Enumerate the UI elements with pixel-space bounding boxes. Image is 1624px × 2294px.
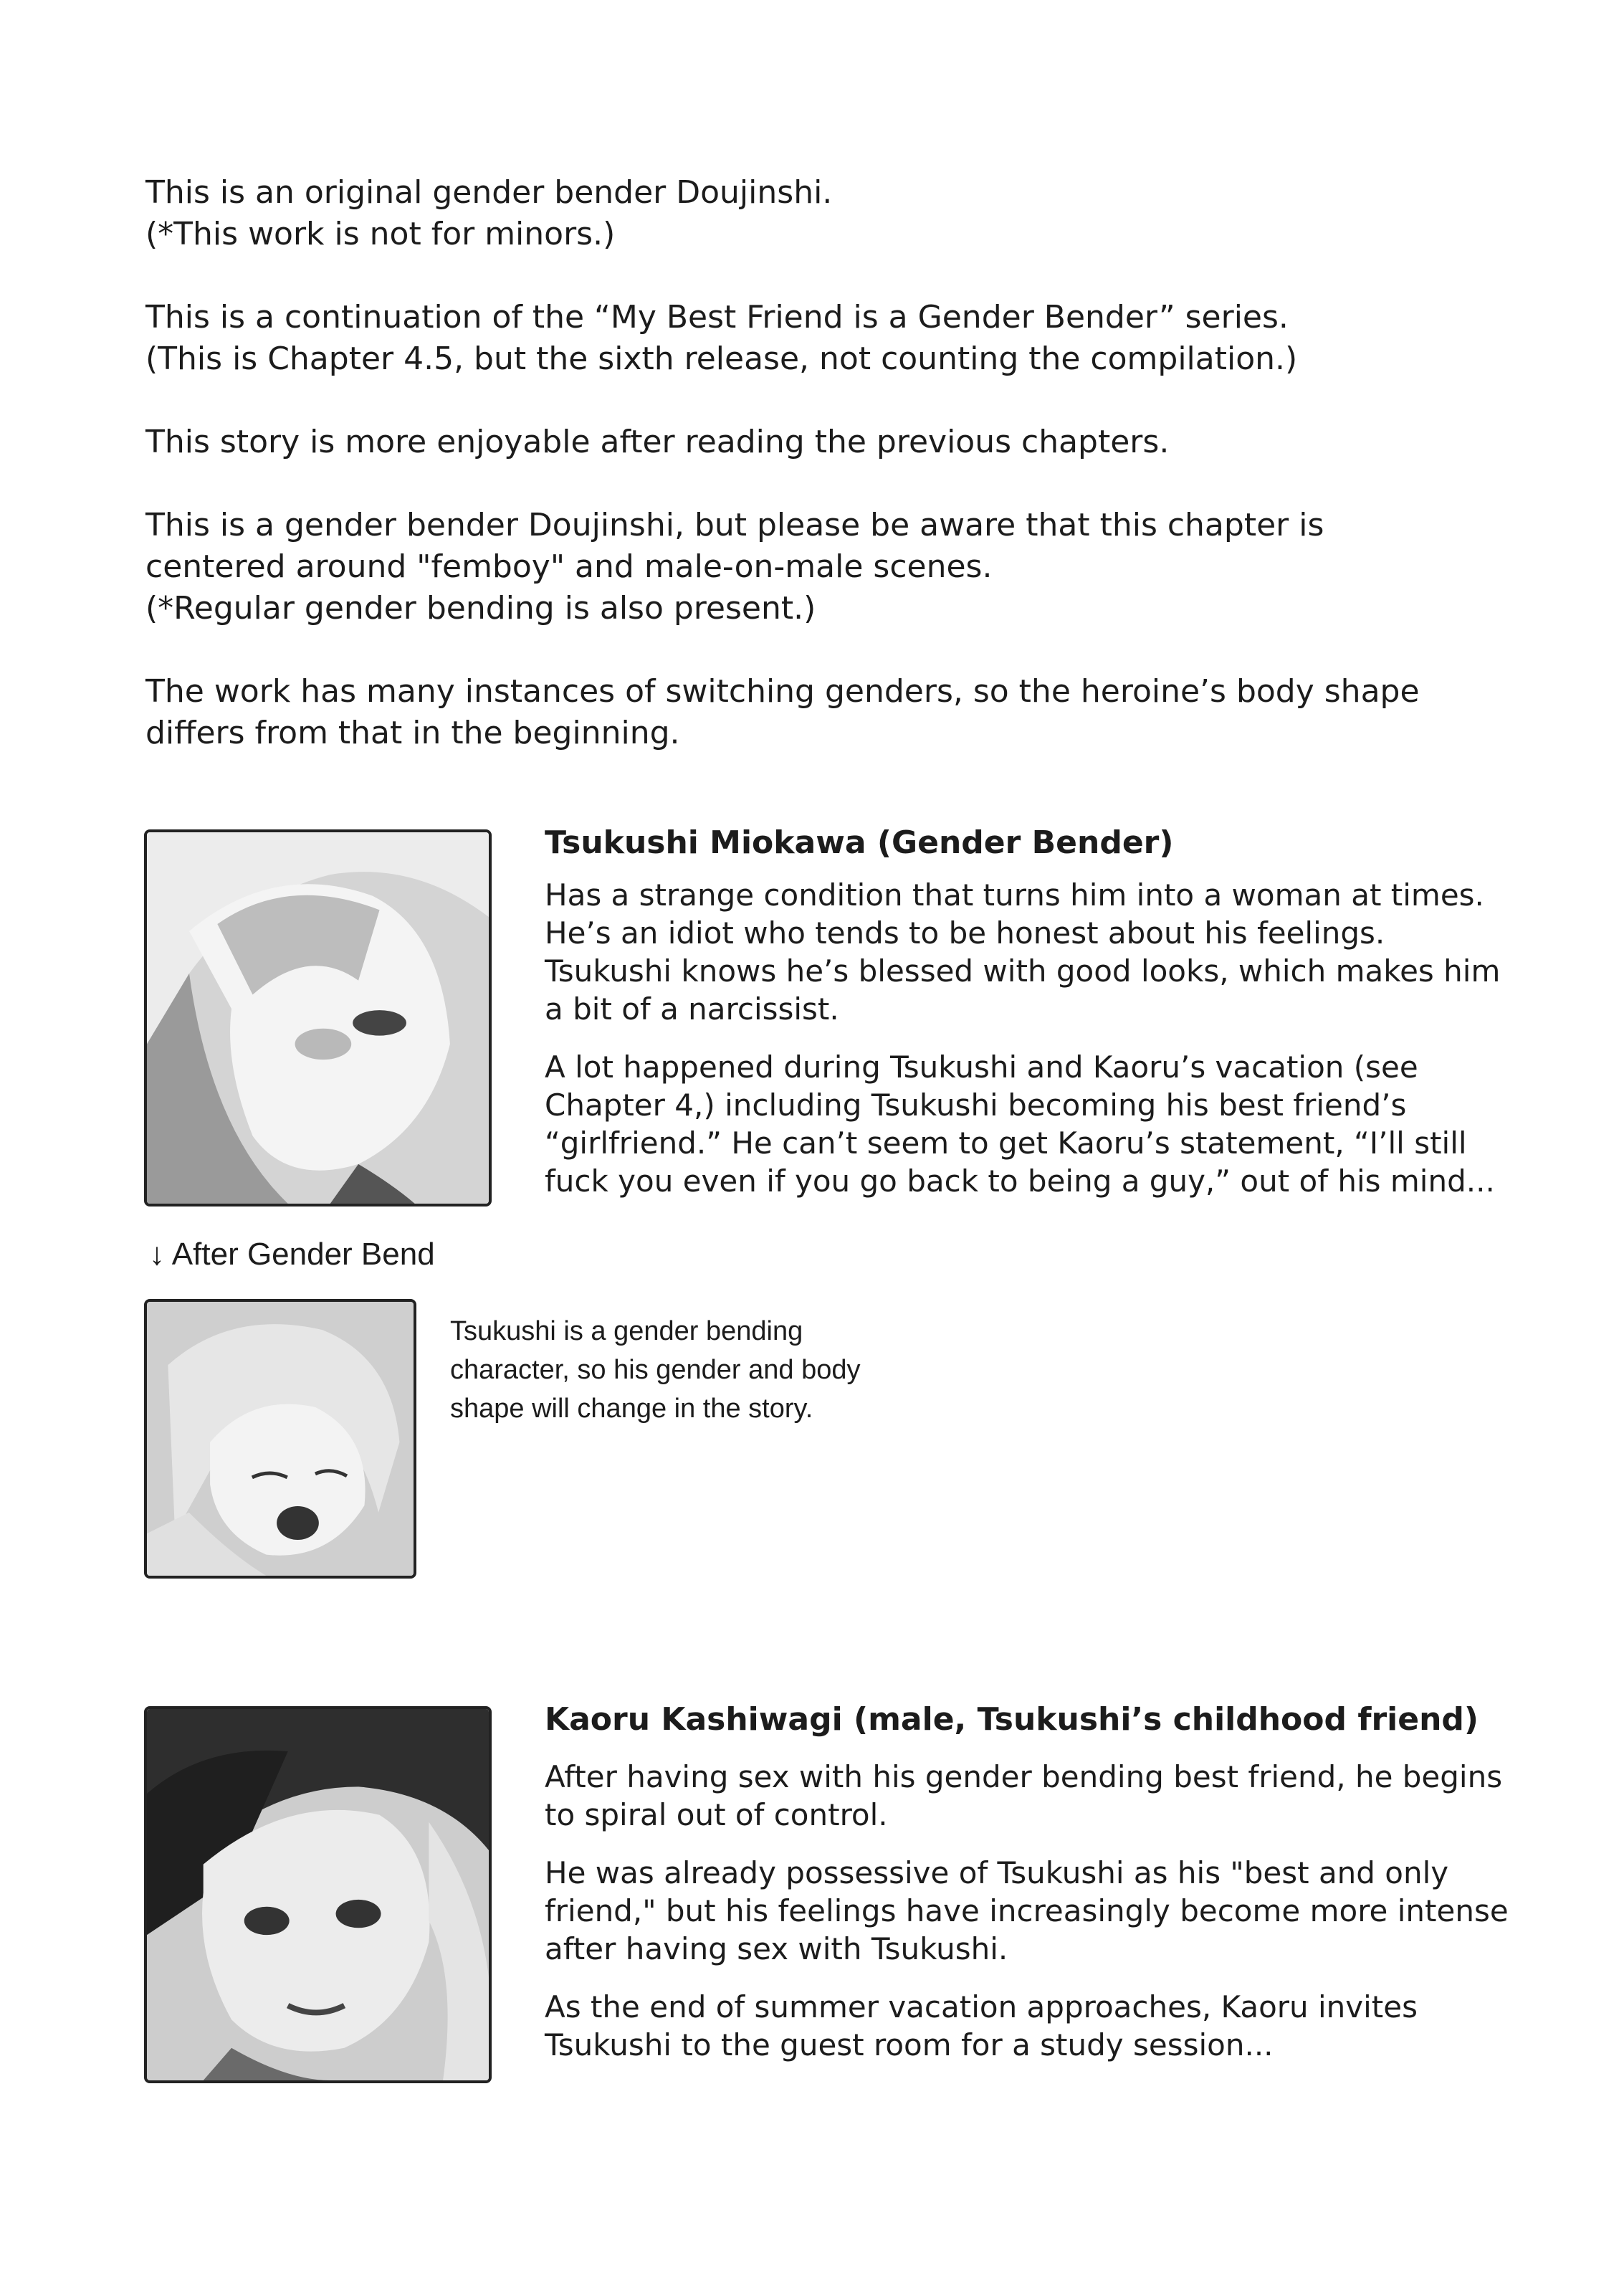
kaoru-portrait xyxy=(144,1706,492,2083)
intro-notes xyxy=(145,172,1507,796)
intro-paragraph: This story is more enjoyable after reading the previous chapters. xyxy=(145,424,1170,460)
after-bend-note: Tsukushi is a gender bending character, so his gender and body shape will change in the story. xyxy=(450,1316,861,1424)
intro-paragraph: This is a continuation of the “My Best Friend is a Gender Bender” series. (This is Chapter 4.5, but the sixth release, not counting the compilation.) xyxy=(145,299,1298,377)
description-paragraph: After having sex with his gender bending best friend, he begins to spiral out of control. xyxy=(545,1759,1503,1832)
after-bend-portrait xyxy=(144,1299,416,1579)
description-paragraph: As the end of summer vacation approaches, Kaoru invites Tsukushi to the guest room for a study session... xyxy=(545,1989,1418,2062)
tsukushi-portrait xyxy=(144,829,492,1207)
character-name: Tsukushi Miokawa (Gender Bender) xyxy=(545,824,1174,861)
description-paragraph: He was already possessive of Tsukushi as his "best and only friend," but his feelings have increasingly become more intense after having sex with Tsukushi. xyxy=(545,1855,1509,1966)
character-description xyxy=(545,876,1562,1220)
character-name: Kaoru Kashiwagi (male, Tsukushi’s childhood friend) xyxy=(545,1701,1479,1738)
intro-paragraph: This is an original gender bender Doujinshi. (*This work is not for minors.) xyxy=(145,174,833,252)
character-description xyxy=(545,1758,1562,2084)
description-paragraph: A lot happened during Tsukushi and Kaoru’s vacation (see Chapter 4,) including Tsukushi becoming his best friend’s “girlfriend.” He can’t seem to get Kaoru’s statement, “I’ll still fuck you even if you go back to being a guy,” out of his mind... xyxy=(545,1050,1495,1199)
description-paragraph: Has a strange condition that turns him into a woman at times. He’s an idiot who tends to be honest about his feelings. Tsukushi knows he’s blessed with good looks, which makes him a bit of a narcissist. xyxy=(545,877,1501,1027)
intro-paragraph: The work has many instances of switching genders, so the heroine’s body shape differs from that in the beginning. xyxy=(145,673,1420,751)
intro-paragraph: This is a gender bender Doujinshi, but please be aware that this chapter is centered around "femboy" and male-on-male scenes. (*Regular gender bending is also present.) xyxy=(145,507,1324,627)
after-gender-bend-label: ↓ After Gender Bend xyxy=(149,1237,435,1272)
